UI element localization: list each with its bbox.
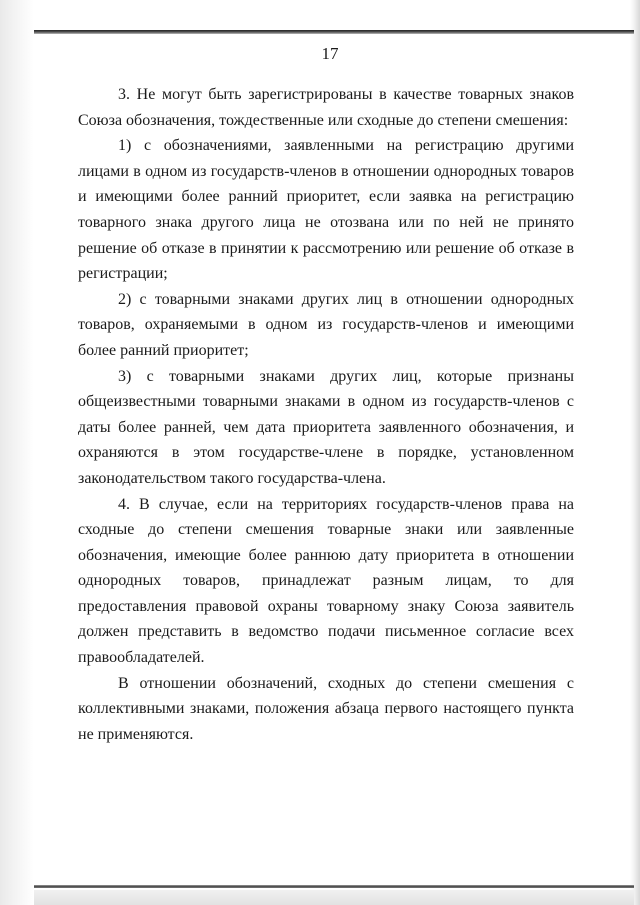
scan-edge-right — [630, 0, 640, 905]
scan-edge-left — [0, 0, 34, 905]
paragraph-subitem-1: 1) с обозначениями, заявленными на регистрацию другими лицами в одном из государств-членов в отношении однородных товаров и имеющими более ранний приоритет, если заявка на регистрацию товарного знака другого лица не отозвана или по ней не принято решение об отказе в принятии к рассмотрению или решение об отказе в регистрации; — [78, 137, 574, 283]
paragraph-item-3: 3. Не могут быть зарегистрированы в качестве товарных знаков Союза обозначения, тождественные или сходные до степени смешения: — [78, 86, 574, 129]
page-number: 17 — [321, 44, 339, 63]
scan-border-bottom — [34, 885, 634, 888]
document-body — [78, 82, 574, 747]
paragraph-collective-marks: В отношении обозначений, сходных до степени смешения с коллективными знаками, положения абзаца первого настоящего пункта не применяются. — [78, 674, 574, 743]
paragraph-item-4: 4. В случае, если на территориях государств-членов права на сходные до степени смешения товарные знаки или заявленные обозначения, имеющие более раннюю дату приоритета в отношении однородных товаров, принадлежат разным лицам, то для предоставления правовой охраны товарному знаку Союза заявитель должен представить в ведомство подачи письменное согласие всех правообладателей. — [78, 495, 574, 667]
paragraph-subitem-2: 2) с товарными знаками других лиц в отношении однородных товаров, охраняемыми в одном из государств-членов и имеющими более ранний приоритет; — [78, 290, 574, 359]
scan-border-top — [34, 30, 634, 34]
scan-edge-bottom — [34, 890, 634, 905]
paragraph-subitem-3: 3) с товарными знаками других лиц, которые признаны общеизвестными товарными знаками в одном из государств-членов с даты более ранней, чем дата приоритета заявленного обозначения, и охраняются в этом государстве-члене в порядке, установленном законодательством такого государства-члена. — [78, 367, 574, 487]
